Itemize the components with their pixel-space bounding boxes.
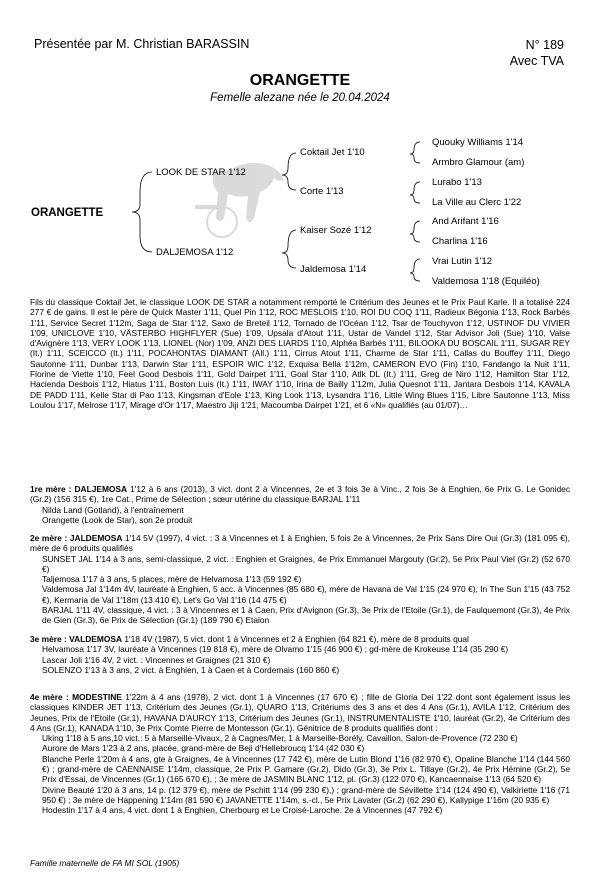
pedigree-sire-dam: Corte 1'13 bbox=[300, 186, 344, 197]
presenter: Présentée par M. Christian BARASSIN bbox=[34, 37, 250, 51]
sire-paragraph: Fils du classique Coktail Jet, le classique LOOK DE STAR a notamment remporté le Critérium des Jeunes et le Prix Paul Karle. Il a totalisé 224 277 € de gains. Il est le père de Quick Master 1'11, Quel Pin 1'12, ROC MESLOIS 1'10, ROI DU COQ 1'11, Radieux Bégonia 1'13, Rock Barbés 1'11, Service Secret 1'12m, Saga de Star 1'12, Saxo de Breteil 1'12, Tornado de l'Océan 1'12, Tsar de Touchyvon 1'12, USTINOF DU VIVIER 1'09, UNICLOVE 1'10, VÄSTERBO HIGHFLYER (Sue) 1'09, Upsala d'Atout 1'11, Ustar de Vandel 1'12, Star Advisor Joli (Sue) 1'10, Valse d'Avignère 1'13, VERY LOOK 1'13, LIONEL (Nor) 1'09, ANZI DES LIARDS 1'10, Alphéa Barbés 1'11, BILOOKA DU BOSCAIL 1'11, SUGAR REY (It.) 1'11, SCEICCO (It.) 1'11, POCAHONTAS DIAMANT (All.) 1'11, Cirrus Atout 1'11, Charme de Star 1'11, Callas du Bouffey 1'11, Diego Sautonne 1'11, Dunbar 1'13, Darwin Star 1'11, ESPOIR WIC 1'12, Exquisa Bella 1'12m, CAMERON EVO (Fin) 1'10, Fandango la Nuit 1'11, Florine de Viette 1'10, Feel Good Desbois 1'11, Gold Dairpet 1'11, Goal Star 1'10, Atlk DL (It.) 1'11, Greg de Niro 1'12, Hamilton Star 1'12, Hacienda Desbois 1'12, Hiatus 1'11, Boston Luis (It.) 1'11, IWAY 1'10, Irina de Bailly 1'12m, Julia Quesnot 1'11, Jantara Desbois 1'14, KAVALA DE PADD 1'11, Kelle Star di Pao 1'13, Kingsman d'Eole 1'13, King Look 1'13, Lysandra 1'16, Little Wing Blues 1'15, Libre Sautonne 1'13, Miss Loulou 1'17, Melrose 1'17, Mirage d'Or 1'17, Maestro Jiji 1'21, Macoumba Dairpet 1'21, et 6 «N» qualifiés (au 01/07)… bbox=[30, 297, 570, 410]
produce-item: Divine Beauté 1'20 à 3 ans, 14 p. (12 379 €), mère de Pschitt 1'14 (99 230 €),) ; grand-mère de Sévillette 1'14 (124 490 €), Valkiriette 1'16 (71 950 €) ; 3e mère de Happening 1'14m (81 590 €) JAVANETTE 1'14m, s.-cl., 5e Prix Lavater (Gr.2) (62 290 €), Kallypige 1'16m (20 935 €) bbox=[42, 784, 570, 805]
produce-item: SUNSET JAL 1'14 à 3 ans, semi-classique, 2 vict. : Enghien et Graignes, 4e Prix Emmanuel Margouty (Gr.2), 5e Prix Paul Viel (Gr.2) (52 670 €) bbox=[42, 553, 570, 574]
pedigree-sire: LOOK DE STAR 1'12 bbox=[156, 167, 246, 178]
produce-item: Nilda Land (Gotland), à l'entraînement bbox=[42, 504, 184, 515]
pedigree-dam-dam: Jaldemosa 1'14 bbox=[300, 264, 367, 275]
third-dam-text: 1'18 4V (1987), 5 vict. dont 1 à Vincennes et 2 à Enghien (64 821 €), mère de 8 produits qual bbox=[124, 634, 469, 644]
pedigree-g3: Valdemosa 1'18 (Equiléo) bbox=[432, 276, 540, 287]
pedigree-g3: Quouky Williams 1'14 bbox=[432, 137, 524, 148]
produce-item: Lascar Joli 1'16 4V, 2 vict. : Vincennes et Graignes (21 310 €) bbox=[42, 654, 271, 665]
second-dam-text: 1'14 5V (1997), 4 vict. : 3 à Vincennes et 1 à Enghien, 5 fois 2e à Vincennes, 2e Prix Sans Dire Oui (Gr.3) (181 095 €), mère de 6 produits qualifiés bbox=[30, 533, 570, 554]
pedigree-dam-sire: Kaiser Sozé 1'12 bbox=[300, 225, 372, 236]
pedigree-sire-sire: Coktail Jet 1'10 bbox=[300, 147, 365, 158]
third-dam-summary bbox=[30, 634, 570, 644]
third-dam-lead: 3e mère : VALDEMOSA bbox=[30, 634, 122, 644]
pedigree-g3: La Ville au Clerc 1'22 bbox=[432, 197, 522, 208]
first-dam-lead: 1re mère : DALJEMOSA bbox=[30, 484, 128, 494]
second-dam-section bbox=[30, 533, 570, 626]
pedigree-g3: Lurabo 1'13 bbox=[432, 177, 482, 188]
horse-name: ORANGETTE bbox=[249, 72, 351, 89]
lot-number: N° 189 bbox=[525, 38, 564, 52]
third-dam-section bbox=[30, 634, 570, 675]
fourth-dam-summary bbox=[30, 692, 570, 733]
produce-item: Uking 1'18 à 5 ans,10 vict.: 5 à Marseille-Vivaux, 2 à Cagnes/Mer, 1 à Marseille-Borély, Cavaillon, Salon-de-Provence (72 230 €) bbox=[42, 733, 518, 744]
horse-description: Femelle alezane née le 20.04.2024 bbox=[210, 92, 390, 104]
produce-item: Hodestin 1'17 à 4 ans, 4 vict. dont 1 à Enghien, Cherbourg et Le Croisé-Laroche. 2e à Vincennes (47 792 €) bbox=[42, 805, 443, 816]
first-dam-summary bbox=[30, 484, 570, 505]
produce-item: Taljemosa 1'17 à 3 ans, 5 places, mère de Helvamosa 1'13 (59 192 €) bbox=[42, 574, 302, 585]
pedigree-g3: Charlina 1'16 bbox=[432, 236, 488, 247]
produce-item: SOLENZO 1'13 à 3 ans, 2 vict. à Enghien, 1 à Caen et à Cordemais (160 860 €) bbox=[42, 664, 340, 675]
second-dam-summary bbox=[30, 533, 570, 554]
first-dam-text: 1'12 à 6 ans (2013), 3 vict. dont 2 à Vincennes, 2e et 3 fois 3e à Vinc., 2 fois 3e à Enghien, 6e Prix G. Le Gonidec (Gr.2) (156 315 €), 1re Cat., Prime de Sélection ; sœur utérine du classique BARJAL 1'11 bbox=[30, 484, 571, 505]
produce-item: Valdemosa Jal 1'14m 4V, lauréate à Enghien, 5 acc. à Vincennes (85 680 €), mère de Havana de Val 1'15 (24 970 €), In The Sun 1'15 (43 752 €), Kermaria de Val 1'18m (13 410 €), Let's Go Val 1'16 (14 475 €) bbox=[42, 584, 570, 605]
produce-item: Aurore de Mars 1'23 à 2 ans, placée, grand-mère de Beji d'Hellebroucq 1'14 (42 030 €) bbox=[42, 743, 365, 754]
tax-status: Avec TVA bbox=[509, 54, 564, 68]
produce-item: BARJAL 1'11 4V, classique, 4 vict. : 3 à Vincennes et 1 à Caen, Prix d'Avignon (Gr.3), 3e Prix de l'Etoile (Gr.1), de Faulquemont (Gr.3), 4e Prix de Gien (Gr.3), 6e Prix de Sélection (Gr.1) (189 790 €) Etalon bbox=[42, 605, 570, 626]
produce-item: Blanche Perle 1'20m à 4 ans, gte à Graignes, 4e à Vincennes (17 742 €), mère de Lutin Blond 1'16 (82 970 €), Opaline Blanche 1'14 (144 560 €) ; grand-mère de CAENNAISE 1'14m, classique, 2e Prix P. Gamare (Gr.2), Dido (Gr.3), 3e Prix L. Tillaye (Gr.2), 4e Prix Hémine (Gr.2), 5e Prix d'Essai, de Vincennes (Gr.1) (165 670 €), ; 3e mère de JASMIN BLANC 1'12, pl. (Gr.3) (122 070 €), Kancaennaise 1'13 (64 520 €) bbox=[42, 753, 570, 785]
fourth-dam-section bbox=[30, 692, 570, 816]
pedigree-g3: Vrai Lutin 1'12 bbox=[432, 256, 493, 267]
fourth-dam-text: 1'22m à 4 ans (1978), 2 vict. dont 1 à Vincennes (17 670 €) ; fille de Gloria Dei 1'22 dont sont également issus les classiques KINDER JET 1'13, Critérium des Jeunes (Gr.1), QUARO 1'13, Critériums des 3 ans et des 4 Ans (Gr.1), AVILA 1'12, Critérium des Jeunes, Prix de l'Etoile (Gr.1), HAVANA D'AURCY 1'13, Critérium des Jeunes (Gr.1), INSTRUMENTALISTE 1'10, lauréat (Gr.2), 4e Critérium des 4 Ans (Gr.1), KANADA 1'10, 3e Prix Comte Pierre de Montesson (Gr.1). Génitrice de 8 produits qualifiés dont : bbox=[30, 692, 571, 733]
produce-item: Orangette (Look de Star), son 2e produit bbox=[42, 514, 193, 525]
first-dam-section bbox=[30, 484, 570, 525]
maternal-family: Famille maternelle de FA MI SOL (1905) bbox=[30, 858, 180, 868]
second-dam-lead: 2e mère : JALDEMOSA bbox=[30, 533, 123, 543]
fourth-dam-lead: 4e mère : MODESTINE bbox=[30, 692, 122, 702]
produce-item: Helvamosa 1'17 3V, lauréate à Vincennes (19 818 €), mère de Olvamo 1'15 (46 900 €) ; gd-mère de Krokeuse 1'14 (35 290 €) bbox=[42, 644, 509, 655]
pedigree-dam: DALJEMOSA 1'12 bbox=[156, 247, 234, 258]
pedigree-subject: ORANGETTE bbox=[31, 207, 104, 219]
pedigree-g3: And Arifant 1'16 bbox=[432, 216, 499, 227]
pedigree-g3: Armbro Glamour (am) bbox=[432, 157, 525, 168]
